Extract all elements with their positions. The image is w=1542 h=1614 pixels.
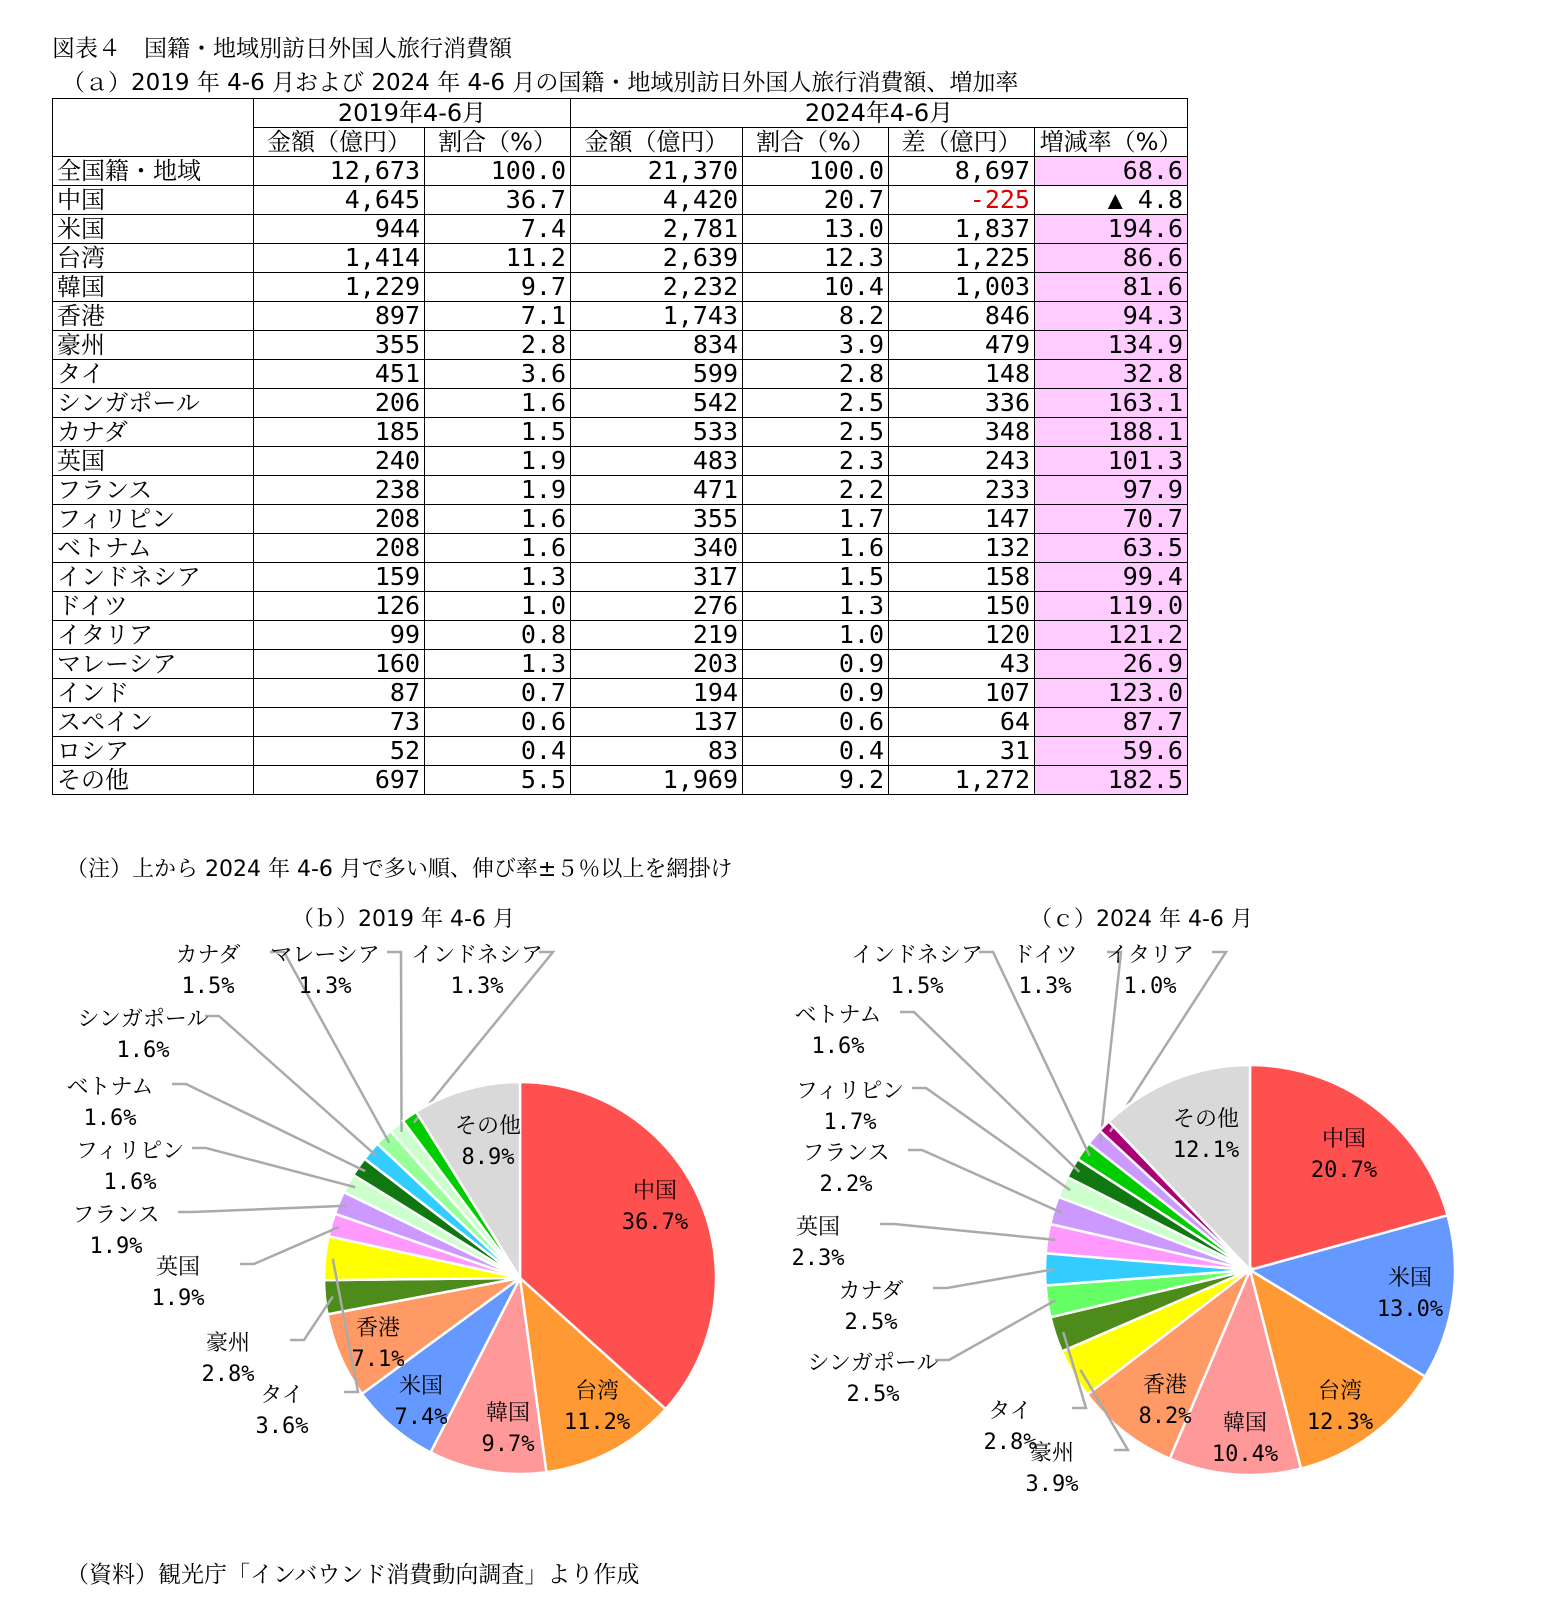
cell-s19: 1.6 xyxy=(425,534,571,563)
cell-diff: 132 xyxy=(889,534,1035,563)
leader-line xyxy=(172,1084,365,1171)
cell-s24: 8.2 xyxy=(743,302,889,331)
cell-s19: 0.8 xyxy=(425,621,571,650)
slice-label: タイ xyxy=(260,1383,304,1408)
slice-label: 香港 xyxy=(355,1316,401,1341)
cell-a19: 12,673 xyxy=(254,157,425,186)
cell-a24: 2,639 xyxy=(571,244,743,273)
cell-s19: 0.7 xyxy=(425,679,571,708)
cell-a24: 340 xyxy=(571,534,743,563)
cell-a24: 21,370 xyxy=(571,157,743,186)
cell-diff: 1,225 xyxy=(889,244,1035,273)
leader-line xyxy=(933,1269,1053,1288)
cell-diff: 64 xyxy=(889,708,1035,737)
slice-percent: 12.1% xyxy=(1172,1138,1240,1163)
cell-diff: 107 xyxy=(889,679,1035,708)
cell-s24: 0.4 xyxy=(743,737,889,766)
leader-line xyxy=(900,1012,1079,1172)
cell-a19: 944 xyxy=(254,215,425,244)
cell-s24: 100.0 xyxy=(743,157,889,186)
cell-name: 韓国 xyxy=(53,273,254,302)
cell-name: スペイン xyxy=(53,708,254,737)
slice-percent: 1.6% xyxy=(103,1170,157,1195)
slice-percent: 11.2% xyxy=(563,1410,631,1435)
cell-rate: 99.4 xyxy=(1035,563,1188,592)
slice-label: ベトナム xyxy=(794,1003,882,1028)
cell-rate: 70.7 xyxy=(1035,505,1188,534)
slice-label: 米国 xyxy=(1387,1266,1433,1291)
cell-s19: 1.9 xyxy=(425,476,571,505)
header-diff: 差（億円） xyxy=(889,128,1035,157)
cell-name: 米国 xyxy=(53,215,254,244)
slice-percent: 1.3% xyxy=(298,974,352,999)
cell-diff: 233 xyxy=(889,476,1035,505)
cell-a24: 219 xyxy=(571,621,743,650)
slice-label: 豪州 xyxy=(1029,1441,1075,1466)
cell-a19: 238 xyxy=(254,476,425,505)
slice-percent: 7.1% xyxy=(351,1347,405,1372)
cell-name: フィリピン xyxy=(53,505,254,534)
leader-line xyxy=(880,1224,1056,1240)
cell-a19: 99 xyxy=(254,621,425,650)
cell-s19: 1.3 xyxy=(425,563,571,592)
slice-percent: 7.4% xyxy=(394,1405,448,1430)
cell-a19: 159 xyxy=(254,563,425,592)
cell-rate: 97.9 xyxy=(1035,476,1188,505)
slice-label: その他 xyxy=(1172,1107,1240,1132)
cell-name: カナダ xyxy=(53,418,254,447)
cell-s24: 0.9 xyxy=(743,679,889,708)
slice-percent: 9.7% xyxy=(481,1432,535,1457)
cell-name: 香港 xyxy=(53,302,254,331)
cell-s24: 2.8 xyxy=(743,360,889,389)
cell-s24: 1.0 xyxy=(743,621,889,650)
cell-s24: 1.5 xyxy=(743,563,889,592)
slice-label: 韓国 xyxy=(1222,1411,1268,1436)
slice-percent: 1.5% xyxy=(890,974,944,999)
cell-rate: 182.5 xyxy=(1035,766,1188,795)
slice-percent: 2.8% xyxy=(201,1362,255,1387)
cell-a19: 73 xyxy=(254,708,425,737)
cell-name: 英国 xyxy=(53,447,254,476)
cell-rate: 87.7 xyxy=(1035,708,1188,737)
cell-rate: 63.5 xyxy=(1035,534,1188,563)
cell-diff: 348 xyxy=(889,418,1035,447)
cell-rate: 121.2 xyxy=(1035,621,1188,650)
cell-a19: 52 xyxy=(254,737,425,766)
cell-a24: 203 xyxy=(571,650,743,679)
slice-percent: 2.3% xyxy=(791,1246,845,1271)
cell-s24: 3.9 xyxy=(743,331,889,360)
cell-s24: 2.3 xyxy=(743,447,889,476)
slice-label: タイ xyxy=(988,1399,1032,1424)
cell-diff: 8,697 xyxy=(889,157,1035,186)
slice-percent: 2.5% xyxy=(844,1310,898,1335)
cell-diff: 846 xyxy=(889,302,1035,331)
slice-label: イタリア xyxy=(1105,943,1195,968)
cell-a24: 137 xyxy=(571,708,743,737)
pie-chart-2024 xyxy=(792,943,1455,1497)
cell-s19: 7.4 xyxy=(425,215,571,244)
cell-a19: 126 xyxy=(254,592,425,621)
cell-rate: 101.3 xyxy=(1035,447,1188,476)
header-amount-2024: 金額（億円） xyxy=(571,128,743,157)
cell-a24: 542 xyxy=(571,389,743,418)
slice-percent: 1.3% xyxy=(1018,974,1072,999)
slice-percent: 12.3% xyxy=(1306,1410,1374,1435)
cell-diff: 336 xyxy=(889,389,1035,418)
cell-a24: 355 xyxy=(571,505,743,534)
slice-percent: 1.9% xyxy=(89,1234,143,1259)
cell-rate: 81.6 xyxy=(1035,273,1188,302)
slice-label: フランス xyxy=(72,1203,160,1228)
pie-chart-2019 xyxy=(67,943,716,1474)
table-note: （注）上から 2024 年 4-6 月で多い順、伸び率±５％以上を網掛け xyxy=(66,857,733,882)
cell-a24: 194 xyxy=(571,679,743,708)
slice-label: マレーシア xyxy=(270,943,380,968)
cell-s19: 9.7 xyxy=(425,273,571,302)
cell-name: 台湾 xyxy=(53,244,254,273)
pie-2019-title: （ｂ）2019 年 4-6 月 xyxy=(292,907,515,932)
cell-s24: 0.9 xyxy=(743,650,889,679)
cell-s24: 10.4 xyxy=(743,273,889,302)
slice-label: 中国 xyxy=(1321,1127,1367,1152)
cell-s19: 100.0 xyxy=(425,157,571,186)
cell-rate: 32.8 xyxy=(1035,360,1188,389)
cell-name: その他 xyxy=(53,766,254,795)
cell-rate: 134.9 xyxy=(1035,331,1188,360)
slice-percent: 2.2% xyxy=(819,1172,873,1197)
cell-rate: 26.9 xyxy=(1035,650,1188,679)
slice-percent: 10.4% xyxy=(1211,1442,1279,1467)
cell-s19: 5.5 xyxy=(425,766,571,795)
leader-line xyxy=(178,1206,346,1212)
cell-s24: 20.7 xyxy=(743,186,889,215)
slice-label: 英国 xyxy=(155,1255,201,1280)
slice-percent: 36.7% xyxy=(621,1210,689,1235)
table-subtitle: （ａ）2019 年 4-6 月および 2024 年 4-6 月の国籍・地域別訪日外国人旅行消費額、増加率 xyxy=(62,70,1019,96)
cell-s19: 1.6 xyxy=(425,389,571,418)
cell-a24: 83 xyxy=(571,737,743,766)
slice-label: 中国 xyxy=(632,1179,678,1204)
slice-percent: 8.2% xyxy=(1138,1404,1192,1429)
cell-a19: 160 xyxy=(254,650,425,679)
cell-name: 全国籍・地域 xyxy=(53,157,254,186)
cell-diff: 150 xyxy=(889,592,1035,621)
cell-diff: 43 xyxy=(889,650,1035,679)
cell-name: インドネシア xyxy=(53,563,254,592)
cell-s24: 2.2 xyxy=(743,476,889,505)
pie-2024-title: （ｃ）2024 年 4-6 月 xyxy=(1030,907,1253,932)
cell-a19: 208 xyxy=(254,534,425,563)
cell-diff: 147 xyxy=(889,505,1035,534)
cell-s19: 3.6 xyxy=(425,360,571,389)
cell-rate: 188.1 xyxy=(1035,418,1188,447)
cell-s24: 2.5 xyxy=(743,389,889,418)
slice-percent: 1.0% xyxy=(1123,974,1177,999)
slice-percent: 1.6% xyxy=(116,1038,170,1063)
slice-percent: 2.8% xyxy=(983,1430,1037,1455)
cell-s24: 1.6 xyxy=(743,534,889,563)
cell-s24: 0.6 xyxy=(743,708,889,737)
cell-a19: 697 xyxy=(254,766,425,795)
slice-percent: 1.6% xyxy=(83,1106,137,1131)
cell-a19: 1,414 xyxy=(254,244,425,273)
cell-s19: 1.6 xyxy=(425,505,571,534)
source-note: （資料）観光庁「インバウンド消費動向調査」より作成 xyxy=(66,1562,640,1588)
cell-a24: 834 xyxy=(571,331,743,360)
cell-a19: 451 xyxy=(254,360,425,389)
cell-diff: 1,837 xyxy=(889,215,1035,244)
slice-label: 米国 xyxy=(398,1374,444,1399)
cell-name: シンガポール xyxy=(53,389,254,418)
slice-label: フィリピン xyxy=(795,1079,905,1104)
slice-percent: 2.5% xyxy=(846,1382,900,1407)
cell-rate: 94.3 xyxy=(1035,302,1188,331)
slice-label: カナダ xyxy=(175,943,241,968)
cell-a24: 533 xyxy=(571,418,743,447)
cell-rate: 59.6 xyxy=(1035,737,1188,766)
header-2019: 2019年4-6月 xyxy=(254,99,571,128)
cell-rate: 86.6 xyxy=(1035,244,1188,273)
cell-s19: 1.5 xyxy=(425,418,571,447)
cell-s24: 9.2 xyxy=(743,766,889,795)
cell-diff: 120 xyxy=(889,621,1035,650)
cell-name: ドイツ xyxy=(53,592,254,621)
cell-s24: 13.0 xyxy=(743,215,889,244)
cell-diff: 1,003 xyxy=(889,273,1035,302)
leader-line xyxy=(908,1150,1062,1213)
slice-label: その他 xyxy=(454,1114,522,1139)
cell-a19: 1,229 xyxy=(254,273,425,302)
figure-title: 図表４ 国籍・地域別訪日外国人旅行消費額 xyxy=(52,36,512,62)
cell-name: インド xyxy=(53,679,254,708)
slice-label: 韓国 xyxy=(485,1401,531,1426)
slice-label: 香港 xyxy=(1142,1373,1188,1398)
cell-a19: 4,645 xyxy=(254,186,425,215)
leader-line xyxy=(935,1300,1056,1360)
cell-rate: 163.1 xyxy=(1035,389,1188,418)
slice-label: シンガポール xyxy=(807,1351,939,1376)
cell-diff: 158 xyxy=(889,563,1035,592)
cell-name: イタリア xyxy=(53,621,254,650)
slice-percent: 1.3% xyxy=(450,974,504,999)
cell-a19: 897 xyxy=(254,302,425,331)
cell-s24: 1.3 xyxy=(743,592,889,621)
slice-percent: 3.6% xyxy=(255,1414,309,1439)
cell-rate: 194.6 xyxy=(1035,215,1188,244)
cell-a24: 4,420 xyxy=(571,186,743,215)
slice-label: 豪州 xyxy=(205,1331,251,1356)
cell-a24: 2,232 xyxy=(571,273,743,302)
cell-a24: 483 xyxy=(571,447,743,476)
slice-label: ドイツ xyxy=(1012,943,1078,968)
slice-label: ベトナム xyxy=(66,1075,154,1100)
slice-label: フィリピン xyxy=(75,1139,185,1164)
slice-percent: 1.5% xyxy=(181,974,235,999)
cell-rate: 119.0 xyxy=(1035,592,1188,621)
cell-name: タイ xyxy=(53,360,254,389)
cell-s19: 1.0 xyxy=(425,592,571,621)
cell-s19: 2.8 xyxy=(425,331,571,360)
cell-a19: 208 xyxy=(254,505,425,534)
slice-label: インドネシア xyxy=(851,943,983,968)
cell-diff: 31 xyxy=(889,737,1035,766)
header-share-2024: 割合（%） xyxy=(743,128,889,157)
cell-a24: 599 xyxy=(571,360,743,389)
cell-a24: 471 xyxy=(571,476,743,505)
header-share-2019: 割合（%） xyxy=(425,128,571,157)
leader-line xyxy=(387,952,402,1132)
slice-percent: 3.9% xyxy=(1025,1472,1079,1497)
slice-percent: 1.6% xyxy=(811,1034,865,1059)
cell-a19: 240 xyxy=(254,447,425,476)
slice-label: カナダ xyxy=(838,1279,904,1304)
cell-name: 中国 xyxy=(53,186,254,215)
cell-name: 豪州 xyxy=(53,331,254,360)
slice-label: フランス xyxy=(802,1141,890,1166)
cell-s19: 36.7 xyxy=(425,186,571,215)
cell-s24: 12.3 xyxy=(743,244,889,273)
cell-s24: 1.7 xyxy=(743,505,889,534)
slice-percent: 8.9% xyxy=(461,1145,515,1170)
slice-label: 台湾 xyxy=(1317,1379,1363,1404)
slice-percent: 20.7% xyxy=(1310,1158,1378,1183)
cell-s24: 2.5 xyxy=(743,418,889,447)
slice-percent: 1.7% xyxy=(823,1110,877,1135)
cell-a24: 2,781 xyxy=(571,215,743,244)
cell-name: ベトナム xyxy=(53,534,254,563)
slice-percent: 1.9% xyxy=(151,1286,205,1311)
cell-a24: 276 xyxy=(571,592,743,621)
cell-a24: 1,969 xyxy=(571,766,743,795)
slice-label: 英国 xyxy=(795,1215,841,1240)
cell-rate: 68.6 xyxy=(1035,157,1188,186)
cell-name: フランス xyxy=(53,476,254,505)
cell-a19: 206 xyxy=(254,389,425,418)
slice-label: 台湾 xyxy=(574,1379,620,1404)
cell-a19: 87 xyxy=(254,679,425,708)
cell-s19: 0.4 xyxy=(425,737,571,766)
cell-s19: 1.3 xyxy=(425,650,571,679)
cell-a19: 355 xyxy=(254,331,425,360)
cell-a19: 185 xyxy=(254,418,425,447)
cell-a24: 317 xyxy=(571,563,743,592)
cell-s19: 1.9 xyxy=(425,447,571,476)
header-amount-2019: 金額（億円） xyxy=(254,128,425,157)
cell-name: マレーシア xyxy=(53,650,254,679)
cell-diff: 479 xyxy=(889,331,1035,360)
cell-rate: ▲ 4.8 xyxy=(1035,186,1188,215)
cell-s19: 0.6 xyxy=(425,708,571,737)
slice-percent: 13.0% xyxy=(1376,1297,1444,1322)
cell-s19: 11.2 xyxy=(425,244,571,273)
cell-diff: 1,272 xyxy=(889,766,1035,795)
cell-rate: 123.0 xyxy=(1035,679,1188,708)
cell-diff: 148 xyxy=(889,360,1035,389)
cell-diff: 243 xyxy=(889,447,1035,476)
header-2024: 2024年4-6月 xyxy=(571,99,1188,128)
cell-s19: 7.1 xyxy=(425,302,571,331)
header-rate: 増減率（%） xyxy=(1035,128,1188,157)
cell-name: ロシア xyxy=(53,737,254,766)
cell-diff: -225 xyxy=(889,186,1035,215)
slice-label: インドネシア xyxy=(411,943,543,968)
cell-a24: 1,743 xyxy=(571,302,743,331)
slice-label: シンガポール xyxy=(77,1007,209,1032)
